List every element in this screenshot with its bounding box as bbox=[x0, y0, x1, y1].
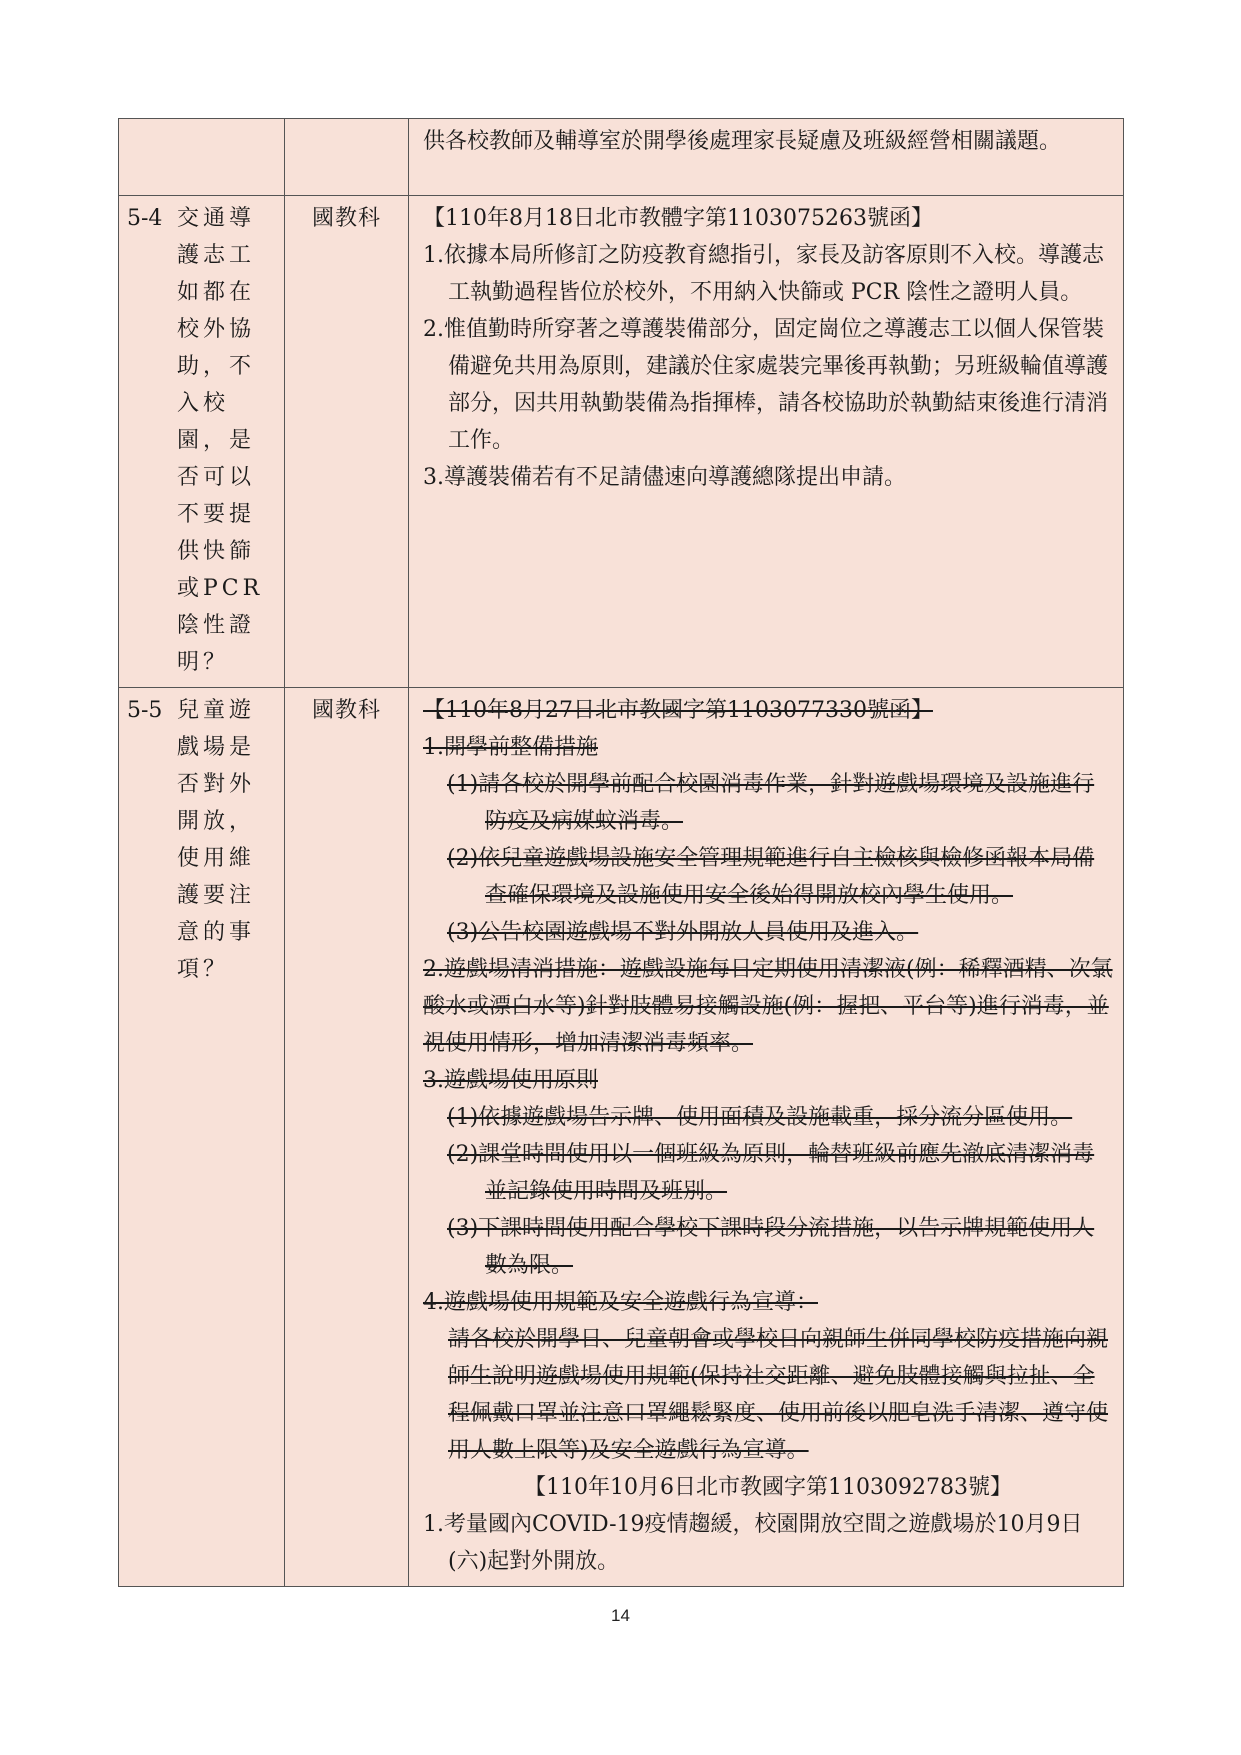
struck-item: 3.遊戲場使用原則 bbox=[423, 1068, 598, 1093]
answer-cell bbox=[409, 119, 1124, 196]
department-label: 國教科 bbox=[311, 206, 381, 231]
struck-subitem: (2)依兒童遊戲場設施安全管理規範進行自主檢核與檢修函報本局備查確保環境及設施使用安全後始得開放校內學生使用。 bbox=[447, 846, 1095, 908]
struck-subitem: (3)下課時間使用配合學校下課時段分流措施，以告示牌規範使用人數為限。 bbox=[447, 1216, 1095, 1278]
question-cell bbox=[119, 119, 285, 196]
struck-item: 2.遊戲場清消措施：遊戲設施每日定期使用清潔液(例：稀釋酒精、次氯酸水或漂白水等)針對肢體易接觸設施(例：握把、平台等)進行消毒，並視使用情形，增加清潔消毒頻率。 bbox=[423, 957, 1113, 1056]
question-cell bbox=[119, 196, 285, 688]
department-cell bbox=[285, 119, 409, 196]
document-reference: 【110年8月18日北市教體字第1103075263號函】 bbox=[423, 206, 933, 231]
struck-subitem: (3)公告校園遊戲場不對外開放人員使用及進入。 bbox=[447, 920, 919, 945]
struck-document-reference: 【110年8月27日北市教國字第1103077330號函】 bbox=[423, 698, 933, 723]
question-cell bbox=[119, 688, 285, 1587]
struck-paragraph: 請各校於開學日、兒童朝會或學校日向親師生併同學校防疫措施向親師生說明遊戲場使用規範(保持社交距離、避免肢體接觸與拉扯、全程佩戴口罩並注意口罩繩鬆緊度、使用前後以肥皂洗手清潔、遵守使用人數上限等)及安全遊戲行為宣導。 bbox=[448, 1327, 1109, 1463]
struck-subitem: (1)請各校於開學前配合校園消毒作業，針對遊戲場環境及設施進行防疫及病媒蚊消毒。 bbox=[447, 772, 1095, 834]
struck-subitem: (1)依據遊戲場告示牌、使用面積及設施載重，採分流分區使用。 bbox=[447, 1105, 1073, 1130]
question-number: 5-5 bbox=[127, 698, 163, 723]
answer-text: 供各校教師及輔導室於開學後處理家長疑慮及班級經營相關議題。 bbox=[423, 129, 1062, 154]
answer-item: 3.導護裝備若有不足請儘速向導護總隊提出申請。 bbox=[423, 465, 906, 490]
answer-cell bbox=[409, 196, 1124, 688]
struck-item: 1.開學前整備措施 bbox=[423, 735, 598, 760]
answer-item: 1.依據本局所修訂之防疫教育總指引，家長及訪客原則不入校。導護志工執勤過程皆位於校外，不用納入快篩或 PCR 陰性之證明人員。 bbox=[423, 243, 1104, 305]
answer-item: 2.惟值勤時所穿著之導護裝備部分，固定崗位之導護志工以個人保管裝備避免共用為原則，建議於住家處裝完畢後再執勤；另班級輪值導護部分，因共用執勤裝備為指揮棒，請各校協助於執勤結束後進行清消工作。 bbox=[423, 317, 1109, 453]
qa-table bbox=[118, 118, 1124, 1587]
department-cell bbox=[285, 688, 409, 1587]
table-row bbox=[119, 119, 1124, 196]
struck-subitem: (2)課堂時間使用以一個班級為原則，輪替班級前應先澈底清潔消毒並記錄使用時間及班別。 bbox=[447, 1142, 1095, 1204]
struck-item: 4.遊戲場使用規範及安全遊戲行為宣導： bbox=[423, 1290, 818, 1315]
question-number: 5-4 bbox=[127, 206, 163, 231]
question-text: 兒童遊戲場是否對外開放，使用維護要注意的事項？ bbox=[177, 698, 256, 982]
table-row bbox=[119, 196, 1124, 688]
answer-item: 1.考量國內COVID-19疫情趨緩，校園開放空間之遊戲場於10月9日(六)起對外開放。 bbox=[423, 1512, 1083, 1574]
department-cell bbox=[285, 196, 409, 688]
page-number: 14 bbox=[611, 1606, 630, 1625]
document-reference: 【110年10月6日北市教國字第1103092783號】 bbox=[524, 1475, 1012, 1500]
table-row bbox=[119, 688, 1124, 1587]
question-text: 交通導護志工如都在校外協助，不入校園，是否可以不要提供快篩或PCR陰性證明？ bbox=[177, 206, 264, 675]
department-label: 國教科 bbox=[311, 698, 381, 723]
answer-cell bbox=[409, 688, 1124, 1587]
